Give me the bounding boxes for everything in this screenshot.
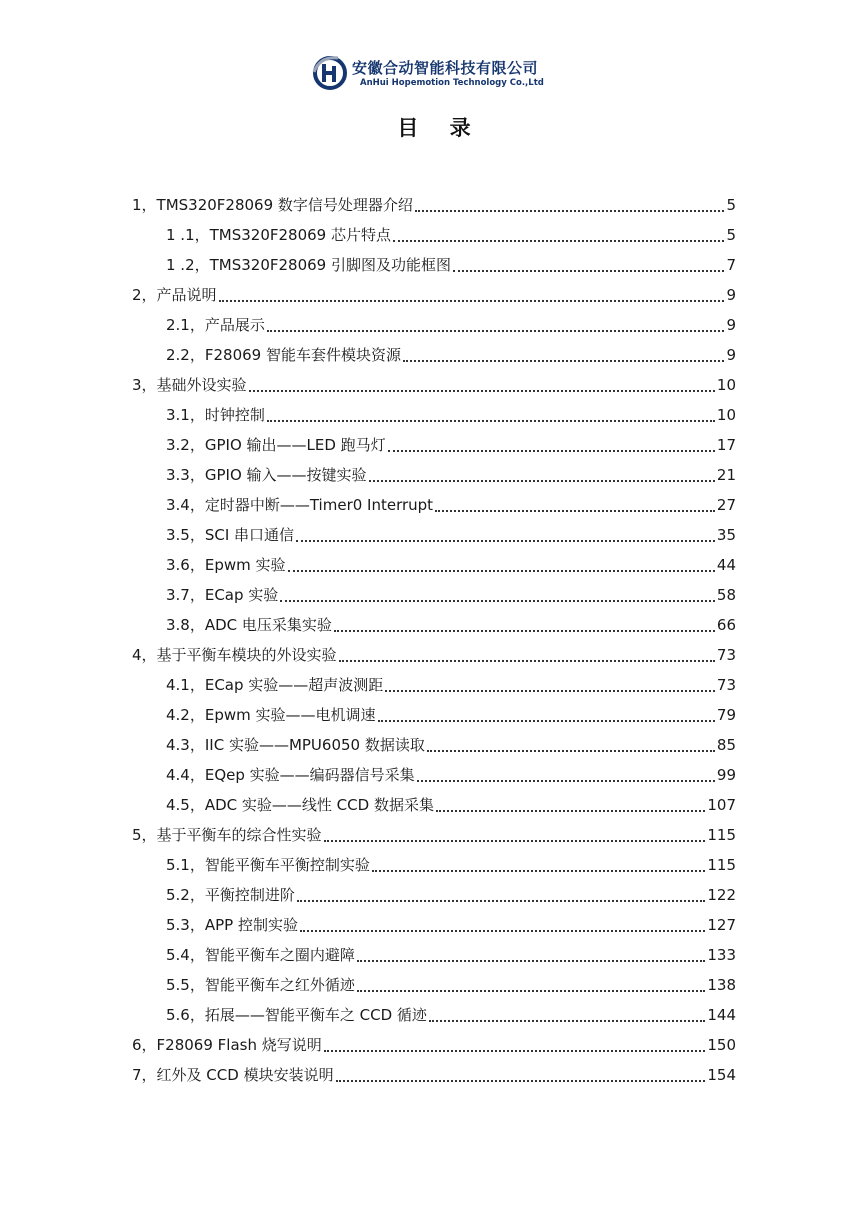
toc-entry-page: 5 — [726, 196, 736, 214]
toc-entry-title: 7，红外及 CCD 模块安装说明 — [132, 1066, 334, 1084]
toc-entry-page: 10 — [716, 406, 736, 424]
toc-entry-title: 3.5，SCI 串口通信 — [166, 526, 295, 544]
toc-entry-title: 5，基于平衡车的综合性实验 — [132, 826, 322, 844]
company-name-en: AnHui Hopemotion Technology Co.,Ltd — [360, 78, 544, 88]
toc-entry-title: 2，产品说明 — [132, 286, 217, 304]
toc-entry-title: 5.1，智能平衡车平衡控制实验 — [166, 856, 370, 874]
toc-entry-title: 3.6，Epwm 实验 — [166, 556, 286, 574]
toc-entry-title: 4.4，EQep 实验——编码器信号采集 — [166, 766, 415, 784]
toc-entry[interactable] — [132, 280, 736, 310]
toc-entry-page: 73 — [716, 646, 736, 664]
hopemotion-logo-icon — [310, 52, 350, 92]
toc-entry-page: 10 — [716, 376, 736, 394]
toc-dot-leader — [357, 990, 706, 992]
toc-entry-page: 27 — [716, 496, 736, 514]
toc-entry-page: 150 — [707, 1036, 736, 1054]
toc-dot-leader — [393, 240, 724, 242]
toc-entry[interactable] — [166, 790, 736, 820]
toc-entry-title: 3.7，ECap 实验 — [166, 586, 279, 604]
toc-dot-leader — [267, 330, 725, 332]
toc-dot-leader — [385, 690, 715, 692]
toc-dot-leader — [300, 930, 705, 932]
toc-entry-page: 7 — [726, 256, 736, 274]
toc-dot-leader — [339, 660, 715, 662]
toc-entry-page: 154 — [707, 1066, 736, 1084]
toc-entry-page: 9 — [726, 286, 736, 304]
toc-entry-title: 3.2，GPIO 输出——LED 跑马灯 — [166, 436, 386, 454]
toc-entry-title: 4，基于平衡车模块的外设实验 — [132, 646, 337, 664]
toc-dot-leader — [336, 1080, 706, 1082]
toc-entry[interactable] — [166, 610, 736, 640]
toc-entry-title: 1，TMS320F28069 数字信号处理器介绍 — [132, 196, 413, 214]
toc-entry[interactable] — [166, 430, 736, 460]
toc-entry[interactable] — [132, 640, 736, 670]
toc-entry-title: 5.3，APP 控制实验 — [166, 916, 298, 934]
toc-entry[interactable] — [166, 1000, 736, 1030]
toc-entry-page: 127 — [707, 916, 736, 934]
toc-entry-title: 6，F28069 Flash 烧写说明 — [132, 1036, 322, 1054]
toc-entry-title: 3.1，时钟控制 — [166, 406, 265, 424]
toc-entry-page: 73 — [716, 676, 736, 694]
toc-entry[interactable] — [166, 940, 736, 970]
toc-entry[interactable] — [166, 730, 736, 760]
company-name-cn: 安徽合动智能科技有限公司 — [352, 59, 539, 77]
toc-entry[interactable] — [166, 970, 736, 1000]
toc-entry[interactable] — [166, 700, 736, 730]
toc-dot-leader — [249, 390, 715, 392]
toc-entry-title: 3.3，GPIO 输入——按键实验 — [166, 466, 367, 484]
toc-entry-title: 5.2，平衡控制进阶 — [166, 886, 295, 904]
toc-entry-title: 2.1，产品展示 — [166, 316, 265, 334]
toc-entry-page: 35 — [716, 526, 736, 544]
toc-entry-title: 4.5，ADC 实验——线性 CCD 数据采集 — [166, 796, 434, 814]
toc-dot-leader — [280, 600, 715, 602]
toc-entry-page: 79 — [716, 706, 736, 724]
toc-dot-leader — [369, 480, 715, 482]
toc-dot-leader — [372, 870, 706, 872]
toc-entry-title: 4.1，ECap 实验——超声波测距 — [166, 676, 384, 694]
toc-entry[interactable] — [166, 490, 736, 520]
toc-dot-leader — [415, 210, 725, 212]
toc-entry-page: 5 — [726, 226, 736, 244]
toc-entry-title: 1 .2，TMS320F28069 引脚图及功能框图 — [166, 256, 451, 274]
page-header — [310, 52, 580, 96]
toc-entry-title: 3，基础外设实验 — [132, 376, 247, 394]
toc-entry[interactable] — [132, 820, 736, 850]
toc-entry-title: 3.4，定时器中断——Timer0 Interrupt — [166, 496, 434, 514]
toc-entry[interactable] — [166, 910, 736, 940]
toc-dot-leader — [296, 540, 715, 542]
toc-entry-page: 58 — [716, 586, 736, 604]
toc-entry-title: 5.5，智能平衡车之红外循迹 — [166, 976, 355, 994]
toc-entry-page: 66 — [716, 616, 736, 634]
toc-entry[interactable] — [166, 850, 736, 880]
toc-entry[interactable] — [166, 760, 736, 790]
toc-entry-page: 85 — [716, 736, 736, 754]
toc-entry-page: 115 — [707, 856, 736, 874]
toc-entry[interactable] — [166, 250, 736, 280]
toc-dot-leader — [357, 960, 706, 962]
toc-entry[interactable] — [166, 550, 736, 580]
toc-entry[interactable] — [166, 880, 736, 910]
toc-dot-leader — [429, 1020, 705, 1022]
toc-dot-leader — [288, 570, 715, 572]
toc-entry[interactable] — [166, 520, 736, 550]
toc-entry-title: 2.2，F28069 智能车套件模块资源 — [166, 346, 401, 364]
toc-entry[interactable] — [132, 1060, 736, 1090]
toc-entry[interactable] — [166, 220, 736, 250]
toc-dot-leader — [334, 630, 715, 632]
toc-entry-title: 1 .1，TMS320F28069 芯片特点 — [166, 226, 391, 244]
toc-dot-leader — [453, 270, 724, 272]
toc-entry-page: 115 — [707, 826, 736, 844]
toc-dot-leader — [324, 1050, 706, 1052]
toc-entry[interactable] — [166, 670, 736, 700]
toc-dot-leader — [417, 780, 715, 782]
toc-entry-page: 122 — [707, 886, 736, 904]
toc-entry-title: 3.8，ADC 电压采集实验 — [166, 616, 332, 634]
toc-dot-leader — [297, 900, 706, 902]
toc-entry-title: 5.6，拓展——智能平衡车之 CCD 循迹 — [166, 1006, 427, 1024]
toc-entry[interactable] — [132, 190, 736, 220]
toc-entry[interactable] — [166, 400, 736, 430]
toc-entry-page: 144 — [707, 1006, 736, 1024]
toc-entry[interactable] — [132, 370, 736, 400]
toc-dot-leader — [378, 720, 715, 722]
toc-dot-leader — [403, 360, 724, 362]
toc-entry-page: 107 — [707, 796, 736, 814]
toc-entry[interactable] — [166, 310, 736, 340]
toc-dot-leader — [267, 420, 715, 422]
toc-entry-title: 5.4，智能平衡车之圈内避障 — [166, 946, 355, 964]
toc-entry[interactable] — [166, 340, 736, 370]
page-title: 目 录 — [397, 116, 483, 140]
toc-entry-page: 9 — [726, 316, 736, 334]
toc-dot-leader — [435, 510, 715, 512]
toc-entry-page: 133 — [707, 946, 736, 964]
toc-entry-page: 44 — [716, 556, 736, 574]
toc-entry-page: 21 — [716, 466, 736, 484]
toc-entry-page: 138 — [707, 976, 736, 994]
toc-dot-leader — [324, 840, 706, 842]
toc-dot-leader — [436, 810, 705, 812]
toc-entry[interactable] — [166, 580, 736, 610]
toc-entry-page: 9 — [726, 346, 736, 364]
toc-dot-leader — [388, 450, 715, 452]
toc-entry[interactable] — [166, 460, 736, 490]
toc-entry-page: 17 — [716, 436, 736, 454]
toc-entry-title: 4.3，IIC 实验——MPU6050 数据读取 — [166, 736, 425, 754]
toc-dot-leader — [427, 750, 715, 752]
toc-entry-page: 99 — [716, 766, 736, 784]
toc-dot-leader — [219, 300, 725, 302]
toc-entry-title: 4.2，Epwm 实验——电机调速 — [166, 706, 376, 724]
toc-entry[interactable] — [132, 1030, 736, 1060]
